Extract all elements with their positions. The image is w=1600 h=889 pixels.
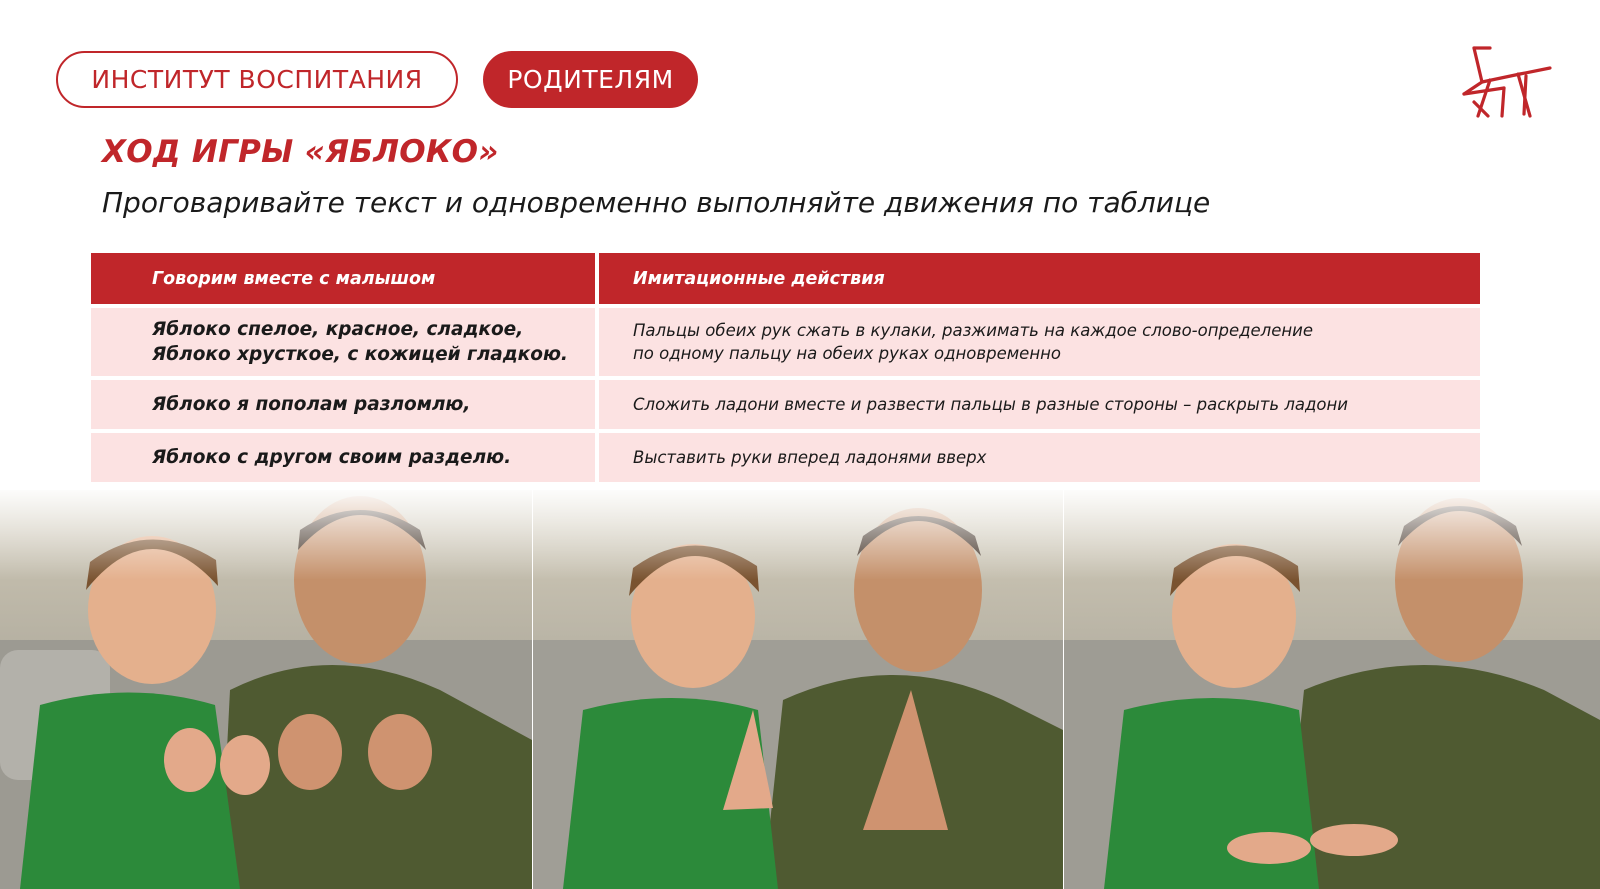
table-row — [91, 308, 1480, 376]
section-badge[interactable] — [483, 51, 698, 108]
page-subtitle: Проговаривайте текст и одновременно выполняйте движения по таблице — [102, 186, 1211, 219]
speech-line: Яблоко я пополам разломлю, — [152, 394, 471, 415]
action-cell — [599, 380, 1480, 429]
speech-line: Яблоко хрусткое, с кожицей гладкою. — [152, 344, 568, 365]
actions-table — [91, 253, 1480, 482]
org-label — [56, 51, 458, 108]
photo-palms-up — [1064, 490, 1600, 889]
photo-strip — [0, 490, 1600, 889]
action-cell — [599, 308, 1480, 376]
table-header-row — [91, 253, 1480, 304]
action-line: Сложить ладони вместе и развести пальцы в разные стороны – раскрыть ладони — [633, 395, 1348, 414]
page-title: ХОД ИГРЫ «ЯБЛОКО» — [102, 134, 499, 170]
org-label-text: ИНСТИТУТ ВОСПИТАНИЯ — [91, 65, 423, 94]
photo-palms-together — [533, 490, 1063, 889]
speech-line: Яблоко с другом своим разделю. — [152, 447, 512, 468]
chair-logo-icon — [1460, 44, 1552, 120]
photo-fists — [0, 490, 532, 889]
action-cell — [599, 433, 1480, 482]
table-row — [91, 433, 1480, 482]
action-line: Пальцы обеих рук сжать в кулаки, разжимать на каждое слово-определение — [633, 321, 1314, 340]
speech-cell — [91, 380, 595, 429]
speech-cell — [91, 308, 595, 376]
speech-line: Яблоко спелое, красное, сладкое, — [152, 319, 524, 340]
action-line: Выставить руки вперед ладонями вверх — [633, 448, 987, 467]
speech-cell — [91, 433, 595, 482]
action-line: по одному пальцу на обеих руках одновременно — [633, 344, 1062, 363]
table-row — [91, 380, 1480, 429]
column-header-actions: Имитационные действия — [599, 253, 1480, 304]
column-header-speech: Говорим вместе с малышом — [91, 253, 595, 304]
section-badge-text: РОДИТЕЛЯМ — [507, 65, 674, 94]
